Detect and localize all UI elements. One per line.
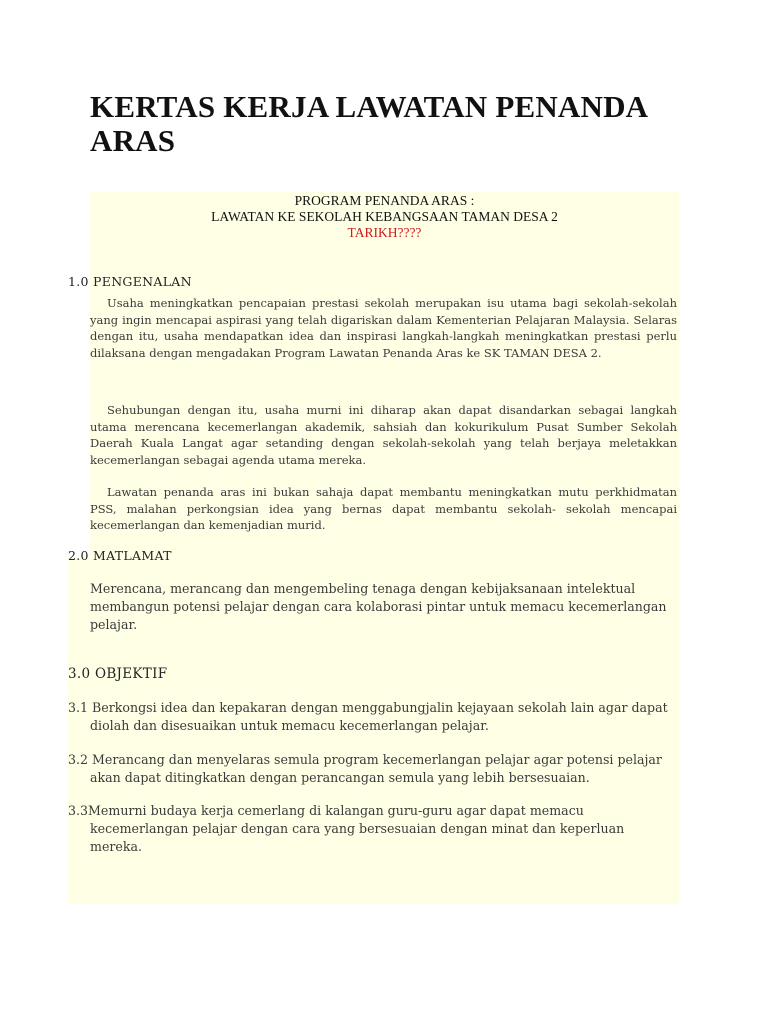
intro-paragraph-2: Sehubungan dengan itu, usaha murni ini diharap akan dapat disandarkan sebagai langkah utama merencana kecemerlangan akademik, sahsiah dan kokurikulum Pusat Sumber Sekolah Daerah Kuala Langat agar setanding dengan sekolah-sekolah yang telah berjaya meletakkan kecemerlangan sebagai agenda utama mereka. <box>90 403 677 468</box>
date-placeholder: TARIKH???? <box>347 225 422 240</box>
section-heading-objectives: 3.0 OBJEKTIF <box>68 666 168 682</box>
intro-paragraph-3: Lawatan penanda aras ini bukan sahaja dapat membantu meningkatkan mutu perkhidmatan PSS, malahan perkongsian idea yang bernas dapat membantu sekolah- sekolah mencapai kecemerlangan dan kemenjadian murid. <box>90 485 677 533</box>
document-title: KERTAS KERJA LAWATAN PENANDA ARAS <box>90 89 647 158</box>
aim-text: Merencana, merancang dan mengembeling tenaga dengan kebijaksanaan intelektual membangun potensi pelajar dengan cara kolaborasi pintar untuk memacu kecemerlangan pelajar. <box>90 581 667 632</box>
objective-item-3: 3.3Memurni budaya kerja cemerlang di kalangan guru-guru agar dapat memacu kecemerlangan pelajar dengan cara yang bersesuaian dengan minat dan keperluan mereka. <box>68 803 625 854</box>
objective-item-1: 3.1 Berkongsi idea dan kepakaran dengan menggabungjalin kejayaan sekolah lain agar dapat diolah dan disesuaikan untuk memacu kecemerlangan pelajar. <box>68 700 668 733</box>
program-heading-line1: PROGRAM PENANDA ARAS : <box>294 193 475 208</box>
section-heading-intro: 1.0 PENGENALAN <box>68 274 192 289</box>
program-heading-line2: LAWATAN KE SEKOLAH KEBANGSAAN TAMAN DESA 2 <box>211 209 558 224</box>
intro-paragraph-1: Usaha meningkatkan pencapaian prestasi sekolah merupakan isu utama bagi sekolah-sekolah yang ingin mencapai aspirasi yang telah digariskan dalam Kementerian Pelajaran Malaysia. Selaras dengan itu, usaha mendapatkan idea dan inspirasi langkah-langkah meningkatkan prestasi perlu dilaksana dengan mengadakan Program Lawatan Penanda Aras ke SK TAMAN DESA 2. <box>90 296 677 361</box>
section-heading-aim: 2.0 MATLAMAT <box>68 548 172 563</box>
objective-item-2: 3.2 Merancang dan menyelaras semula program kecemerlangan pelajar agar potensi pelajar akan dapat ditingkatkan dengan perancangan semula yang lebih bersesuaian. <box>68 752 662 785</box>
